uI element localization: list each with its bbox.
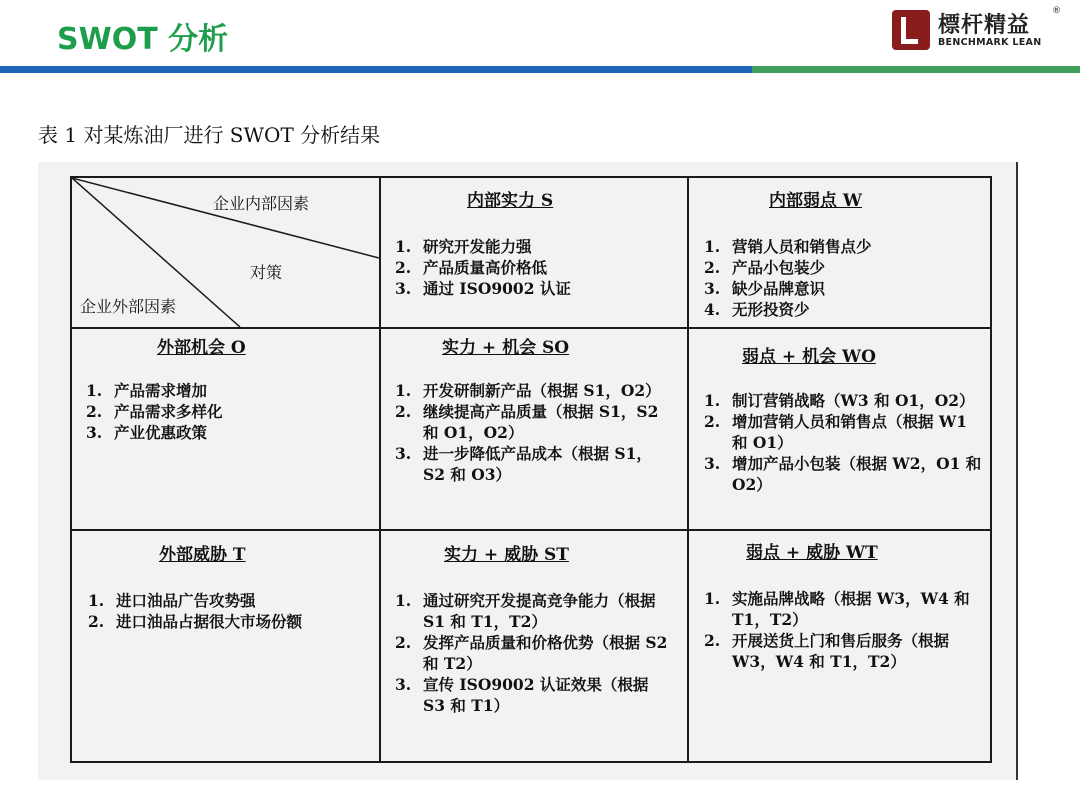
threats-heading: 外部威胁 T — [159, 545, 246, 565]
logo-english-text: BENCHMARK LEAN — [938, 37, 1042, 48]
list-item: 1. 通过研究开发提高竞争能力（根据 S1 和 T1，T2） — [395, 591, 656, 631]
list-item: 2. 进口油品占据很大市场份额 — [88, 612, 303, 631]
logo-mark-icon — [892, 10, 930, 50]
list-item: 1. 制订营销战略（W3 和 O1，O2） — [704, 391, 975, 410]
corner-external-factor: 企业外部因素 — [80, 297, 177, 316]
column-divider — [687, 178, 689, 761]
list-item: 2. 继续提高产品质量（根据 S1，S2 和 O1，O2） — [395, 402, 659, 442]
list-item: 1. 营销人员和销售点少 — [704, 237, 872, 256]
list-item: 3. 进一步降低产品成本（根据 S1，S2 和 O3） — [395, 444, 652, 484]
so-heading: 实力 + 机会 SO — [442, 338, 570, 358]
st-list — [395, 590, 671, 716]
strengths-heading: 内部实力 S — [467, 191, 554, 211]
list-item: 3. 缺少品牌意识 — [704, 279, 826, 298]
list-item: 1. 研究开发能力强 — [395, 237, 532, 256]
page-title: SWOT 分析 — [57, 22, 229, 57]
list-item: 3. 通过 ISO9002 认证 — [395, 279, 571, 298]
list-item: 4. 无形投资少 — [704, 300, 810, 319]
list-item: 2. 开展送货上门和售后服务（根据 W3，W4 和 T1，T2） — [704, 631, 950, 671]
wt-list — [704, 588, 982, 672]
list-item: 2. 产品需求多样化 — [86, 402, 223, 421]
weaknesses-list — [704, 236, 984, 320]
st-heading: 实力 + 威胁 ST — [444, 545, 569, 565]
strengths-list — [395, 236, 675, 299]
list-item: 2. 产品质量高价格低 — [395, 258, 548, 277]
row-divider — [72, 529, 990, 531]
list-item: 3. 增加产品小包装（根据 W2，O1 和 O2） — [704, 454, 982, 494]
list-item: 2. 增加营销人员和销售点（根据 W1 和 O1） — [704, 412, 968, 452]
header-band-green — [752, 66, 1080, 73]
header-band-blue — [0, 66, 752, 73]
image-edge-line — [1016, 162, 1018, 780]
list-item: 1. 实施品牌战略（根据 W3，W4 和 T1，T2） — [704, 589, 970, 629]
so-list — [395, 380, 671, 485]
row-divider — [72, 327, 990, 329]
weaknesses-heading: 内部弱点 W — [769, 191, 863, 211]
column-divider — [379, 178, 381, 761]
opportunities-heading: 外部机会 O — [157, 338, 246, 358]
list-item: 1. 进口油品广告攻势强 — [88, 591, 256, 610]
list-item: 3. 产业优惠政策 — [86, 423, 208, 442]
logo-chinese-text: 標杆精益 — [938, 13, 1031, 38]
list-item: 2. 发挥产品质量和价格优势（根据 S2 和 T2） — [395, 633, 668, 673]
logo-registered-mark: ® — [1052, 6, 1061, 16]
swot-table — [70, 176, 992, 763]
wt-heading: 弱点 + 威胁 WT — [746, 543, 878, 563]
corner-strategy: 对策 — [250, 263, 283, 282]
wo-heading: 弱点 + 机会 WO — [742, 347, 876, 367]
list-item: 1. 开发研制新产品（根据 S1，O2） — [395, 381, 661, 400]
table-caption: 表 1 对某炼油厂进行 SWOT 分析结果 — [38, 123, 381, 147]
wo-list — [704, 390, 982, 495]
threats-list — [88, 590, 370, 632]
list-item: 2. 产品小包装少 — [704, 258, 826, 277]
list-item: 1. 产品需求增加 — [86, 381, 208, 400]
corner-internal-factor: 企业内部因素 — [213, 194, 310, 213]
company-logo — [892, 8, 1072, 54]
opportunities-list — [86, 380, 366, 443]
list-item: 3. 宣传 ISO9002 认证效果（根据 S3 和 T1） — [395, 675, 649, 715]
